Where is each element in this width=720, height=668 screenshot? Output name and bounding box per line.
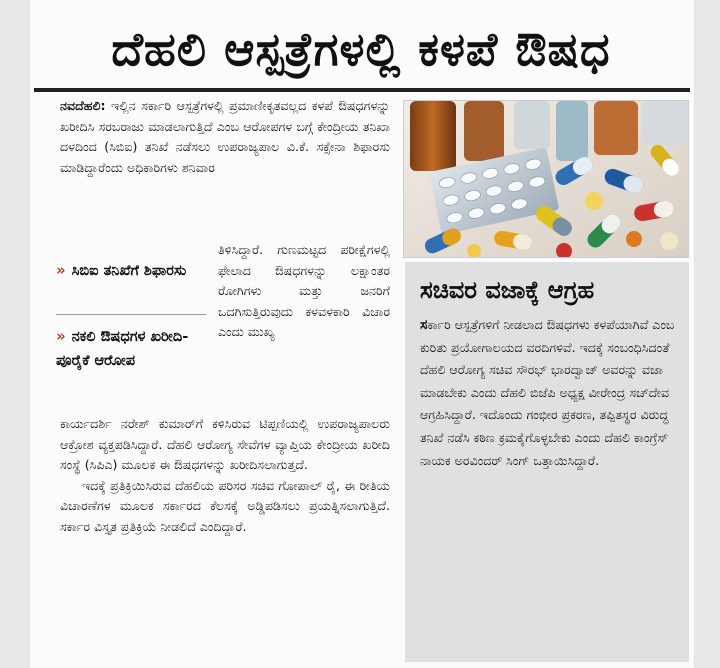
pullquote-2-text: ನಕಲಿ ಔಷಧಗಳ ಖರೀದಿ-ಪೂರೈಕೆ ಆರೋಪ xyxy=(56,329,189,369)
article-para-1-continued: ತಿಳಿಸಿದ್ದಾರೆ. ಗುಣಮಟ್ಟದ ಪರೀಕ್ಷೆಗಳಲ್ಲಿ ಫೇಲಾದ ಔಷಧಗಳನ್ನು ಲಕ್ಷಾಂತರ ರೋಗಿಗಳು ಮತ್ತು ಜನರಿಗೆ ಒದಗಿಸುತ್ತಿರುವುದು ಕಳವಳಕಾರಿ ವಿಚಾರ ಎಂದು ಮುಖ್ಯ xyxy=(218,242,390,340)
article-para-1-text: ಇಲ್ಲಿನ ಸರ್ಕಾರಿ ಆಸ್ಪತ್ರೆಗಳಲ್ಲಿ ಪ್ರಮಾಣೀಕೃತವಲ್ಲದ ಕಳಪೆ ಔಷಧಗಳನ್ನು ಖರೀದಿಸಿ ಸರಬರಾಜು ಮಾಡಲಾಗುತ್ತಿದೆ ಎಂಬ ಆರೋಪಗಳ ಬಗ್ಗೆ ಕೇಂದ್ರೀಯ ತನಿಖಾ ದಳದಿಂದ (ಸಿಬಿಐ) ತನಿಖೆ ನಡೆಸಲು ಉಪರಾಜ್ಯಪಾಲ ವಿ.ಕೆ. ಸಕ್ಸೇನಾ ಶಿಫಾರಸು ಮಾಡಿದ್ದಾರೆಂದು ಅಧಿಕಾರಿಗಳು ಶನಿವಾರ xyxy=(60,98,390,175)
sidebar-drop-letter: ಸ xyxy=(420,317,428,333)
pull-arrow-icon: » xyxy=(56,327,66,345)
article-para-2: ಇದಕ್ಕೆ ಪ್ರತಿಕ್ರಿಯಿಸಿರುವ ದೆಹಲಿಯ ಪರಿಸರ ಸಚಿವ ಗೋಪಾಲ್ ರೈ, ಈ ರೀತಿಯ ವಿಚಾರಣೆಗಳ ಮೂಲಕ ಸರ್ಕಾರದ ಕೆಲಸಕ್ಕೆ ಅಡ್ಡಿಪಡಿಸಲು ಪ್ರಯತ್ನಿಸಲಾಗುತ್ತಿದೆ. ಸರ್ಕಾರ ವಿಸ್ತೃತ ಪ್ರತಿಕ್ರಿಯೆ ನೀಡಲಿದೆ ಎಂದಿದ್ದಾರೆ. xyxy=(60,477,390,534)
headline: ದೆಹಲಿ ಆಸ್ಪತ್ರೆಗಳಲ್ಲಿ ಕಳಪೆ ಔಷಧ xyxy=(111,22,611,76)
article-para-1 xyxy=(60,96,390,178)
article-para-1-end xyxy=(60,414,390,538)
dateline: ನವದೆಹಲಿ: xyxy=(60,98,106,113)
medicine-photo xyxy=(403,100,689,258)
sidebar-text xyxy=(420,314,682,472)
pullquote-1-text: ಸಿಬಿಐ ತನಿಖೆಗೆ ಶಿಫಾರಸು xyxy=(71,263,187,279)
article-para-1-end-text: ಕಾರ್ಯದರ್ಶಿ ನರೇಶ್ ಕುಮಾರ್‌ಗೆ ಕಳಿಸಿರುವ ಟಿಪ್ಪಣಿಯಲ್ಲಿ ಉಪರಾಜ್ಯಪಾಲರು ಆಕ್ರೋಶ ವ್ಯಕ್ತಪಡಿಸಿದ್ದಾರೆ. ದೆಹಲಿ ಆರೋಗ್ಯ ಸೇವೆಗಳ ವ್ಯಾಪ್ತಿಯ ಕೇಂದ್ರೀಯ ಖರೀದಿ ಸಂಸ್ಥೆ (ಸಿಪಿಎ) ಮೂಲಕ ಈ ಔಷಧಗಳನ್ನು ಖರೀದಿಸಲಾಗುತ್ತದೆ. xyxy=(60,416,390,473)
headline-rule xyxy=(34,88,690,92)
pullquote-1 xyxy=(56,258,206,283)
sidebar-body: ರ್ಕಾರಿ ಆಸ್ಪತ್ರೆಗಳಿಗೆ ನೀಡಲಾದ ಔಷಧಗಳು ಕಳಪೆಯಾಗಿವೆ ಎಂಬ ಕುರಿತು ಪ್ರಯೋಗಾಲಯದ ವರದಿಗಳಿವೆ. ಇದಕ್ಕೆ ಸಂಬಂಧಿಸಿದಂತೆ ದೆಹಲಿ ಆರೋಗ್ಯ ಸಚಿವ ಸೌರಭ್ ಭಾರದ್ವಾಜ್ ಅವರನ್ನು ವಜಾ ಮಾಡಬೇಕು ಎಂದು ದೆಹಲಿ ಬಿಜೆಪಿ ಅಧ್ಯಕ್ಷ ವೀರೇಂದ್ರ ಸಚ್‌ದೇವ ಆಗ್ರಹಿಸಿದ್ದಾರೆ. ಇದೊಂದು ಗಂಭೀರ ಪ್ರಕರಣ, ತಪ್ಪಿತಸ್ಥರ ವಿರುದ್ಧ ತನಿಖೆ ನಡೆಸಿ ಕಠಿಣ ಕ್ರಮಕೈಗೊಳ್ಳಬೇಕು ಎಂದು ದೆಹಲಿ ಕಾಂಗ್ರೆಸ್ ನಾಯಕ ಅರವಿಂದರ್ ಸಿಂಗ್ ಒತ್ತಾಯಿಸಿದ್ದಾರೆ. xyxy=(420,317,675,468)
sidebar-title: ಸಚಿವರ ವಜಾಕ್ಕೆ ಆಗ್ರಹ xyxy=(420,276,595,304)
pullquote-2 xyxy=(56,324,206,373)
pull-arrow-icon: » xyxy=(56,261,66,279)
pullquote-divider xyxy=(56,314,206,315)
